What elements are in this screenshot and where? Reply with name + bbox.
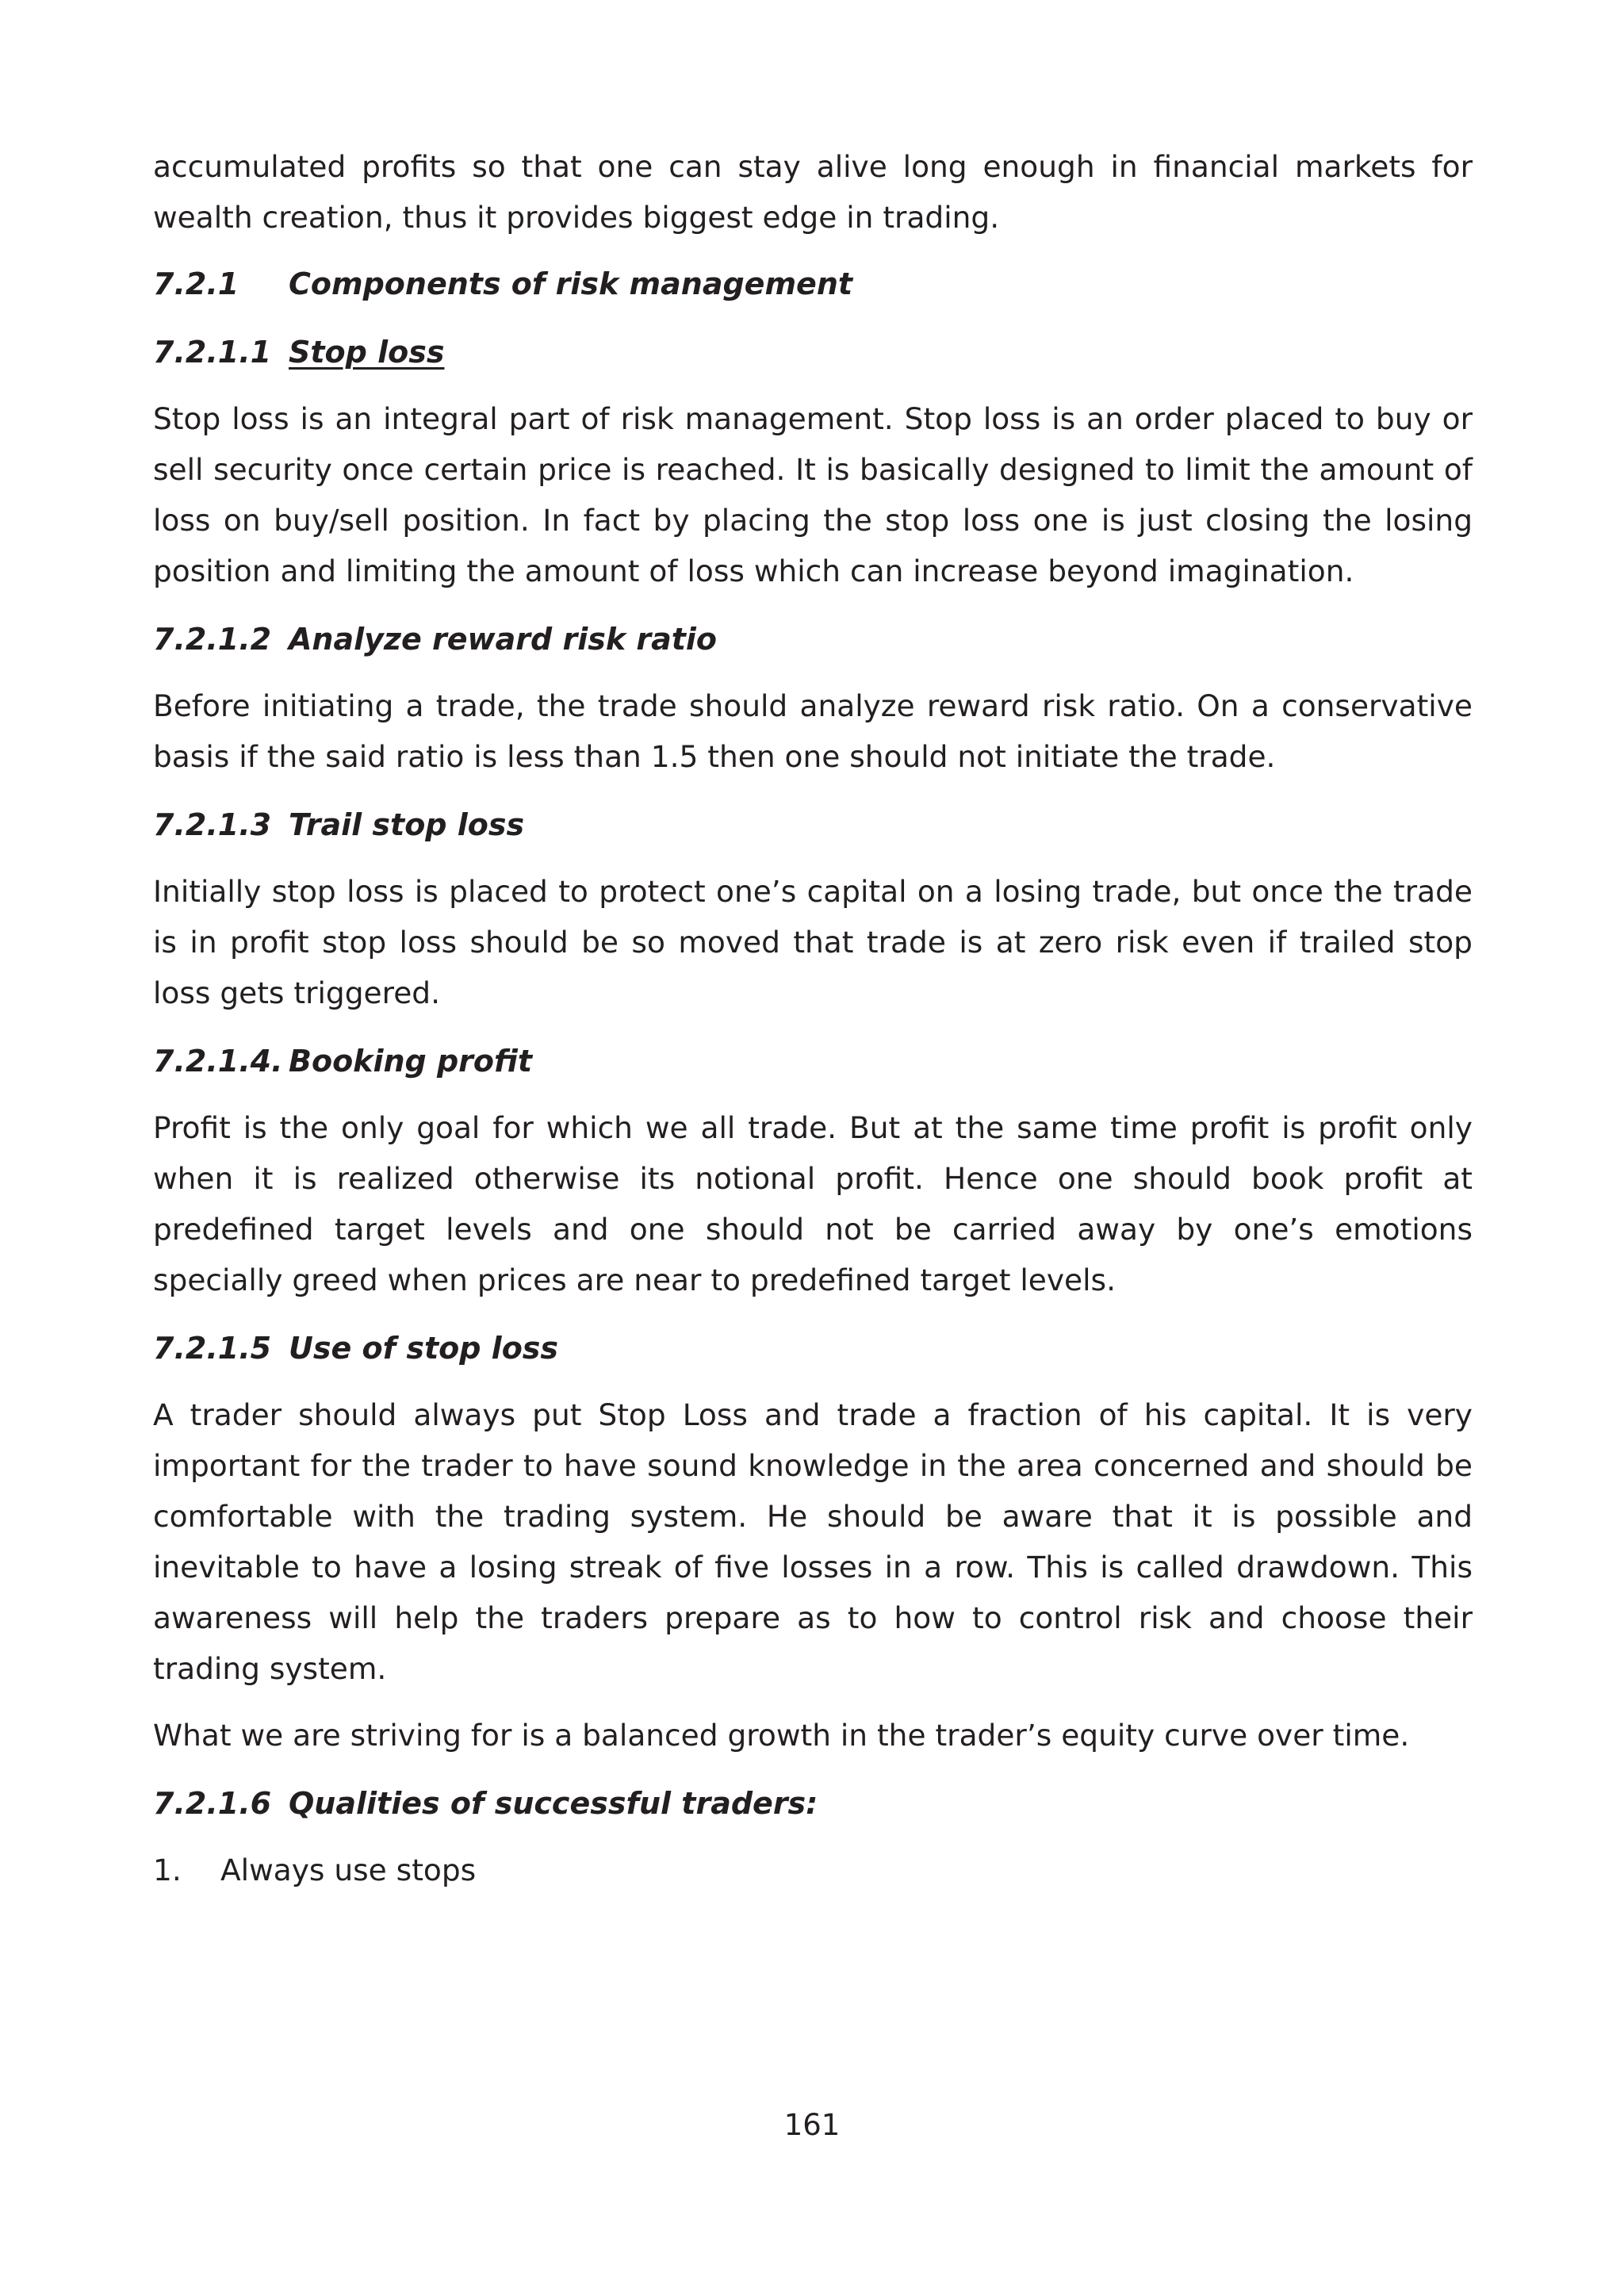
subsection-title: Analyze reward risk ratio bbox=[289, 622, 718, 657]
use-of-stop-loss-paragraph: A trader should always put Stop Loss and trade a fraction of his capital. It is very important for the trader to have sound knowledge in the area concerned and should be comfortable with the trading system. He should be aware that it is possible and inevitable to have a losing streak of five losses in a row. This is called drawdown. This awareness will help the traders prepare as to how to control risk and choose their trading system. bbox=[153, 1397, 1473, 1686]
page-number: 161 bbox=[783, 2108, 841, 2142]
reward-risk-paragraph: Before initiating a trade, the trade should analyze reward risk ratio. On a conservative basis if the said ratio is less than 1.5 then one should not initiate the trade. bbox=[153, 688, 1473, 774]
subsection-title: Use of stop loss bbox=[289, 1331, 559, 1366]
subsection-number: 7.2.1.5 bbox=[153, 1331, 272, 1366]
list-item-text: Always use stops bbox=[220, 1853, 477, 1887]
subsection-number: 7.2.1.2 bbox=[153, 622, 272, 657]
intro-paragraph: accumulated profits so that one can stay alive long enough in financial markets for wealth creation, thus it provides biggest edge in trading. bbox=[153, 149, 1473, 235]
subsection-number: 7.2.1.4. bbox=[153, 1044, 283, 1079]
equity-curve-paragraph: What we are striving for is a balanced growth in the trader’s equity curve over time. bbox=[153, 1718, 1410, 1753]
subsection-number: 7.2.1.3 bbox=[153, 807, 272, 842]
subsection-heading-trail-stop-loss bbox=[153, 799, 1473, 850]
section-title: Components of risk management bbox=[289, 266, 853, 301]
subsection-title: Trail stop loss bbox=[289, 807, 525, 842]
list-marker: 1. bbox=[153, 1853, 182, 1887]
subsection-number: 7.2.1.6 bbox=[153, 1786, 272, 1821]
list-item bbox=[153, 1845, 1473, 1895]
section-number: 7.2.1 bbox=[153, 266, 239, 301]
subsection-heading-booking-profit bbox=[153, 1036, 1473, 1086]
subsection-heading-use-of-stop-loss bbox=[153, 1323, 1473, 1374]
subsection-title: Stop loss bbox=[289, 335, 445, 370]
booking-profit-paragraph: Profit is the only goal for which we all trade. But at the same time profit is profit only when it is realized otherwise its notional profit. Hence one should book profit at predefined target levels and one should not be carried away by one’s emotions specially greed when prices are near to predefined target levels. bbox=[153, 1110, 1473, 1297]
section-heading bbox=[153, 259, 1473, 309]
page-content bbox=[153, 141, 1473, 1895]
subsection-title: Qualities of successful traders: bbox=[289, 1786, 818, 1821]
subsection-heading-stop-loss bbox=[153, 327, 1473, 377]
subsection-title: Booking profit bbox=[289, 1044, 533, 1079]
subsection-number: 7.2.1.1 bbox=[153, 335, 272, 370]
subsection-heading-reward-risk bbox=[153, 614, 1473, 665]
subsection-heading-qualities bbox=[153, 1778, 1473, 1829]
trail-stop-loss-paragraph: Initially stop loss is placed to protect one’s capital on a losing trade, but once the trade is in profit stop loss should be so moved that trade is at zero risk even if trailed stop loss gets triggered. bbox=[153, 874, 1473, 1010]
stop-loss-paragraph: Stop loss is an integral part of risk management. Stop loss is an order placed to buy or sell security once certain price is reached. It is basically designed to limit the amount of loss on buy/sell position. In fact by placing the stop loss one is just closing the losing position and limiting the amount of loss which can increase beyond imagination. bbox=[153, 401, 1473, 588]
